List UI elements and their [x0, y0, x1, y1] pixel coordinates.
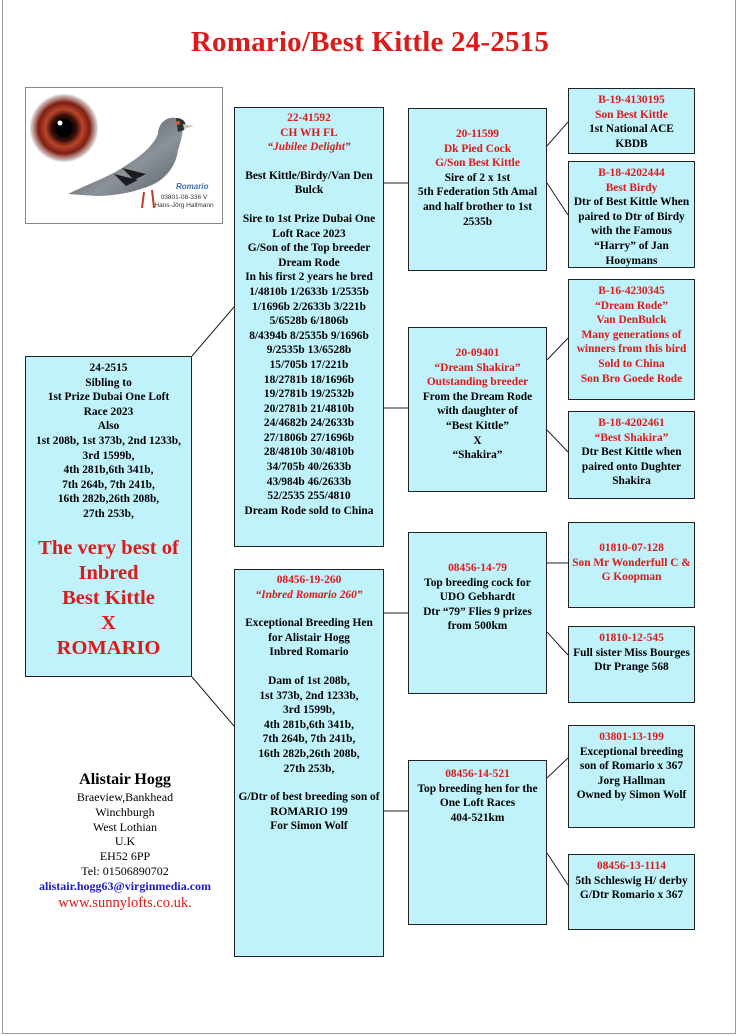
sire-name: “Jubilee Delight” [267, 141, 351, 154]
gen3-box-4 [568, 411, 695, 499]
gen2-line: Top breeding hen for the One Loft Races [417, 782, 538, 810]
gen2-name: “Dream Shakira” [434, 361, 521, 374]
gen3-box-1 [568, 88, 695, 154]
telephone: Tel: 01506890702 [81, 863, 169, 878]
pigeon-photo [25, 87, 223, 224]
gen2-color: Dk Pied Cock [443, 142, 512, 155]
subject-line: Also [97, 420, 120, 433]
gen2-line: Top breeding cock for UDO Gebhardt [424, 576, 531, 604]
dam-line: 7th 264b, 7th 241b, [262, 733, 356, 746]
gen3-box-8 [568, 854, 695, 930]
subject-line: 3rd 1599b, [82, 449, 135, 462]
address-line: U.K [114, 834, 136, 849]
sire-line: 20/2781b 21/4810b [263, 402, 355, 415]
gen2-line: Dtr “79” Flies 9 prizes from 500km [423, 605, 532, 633]
gen3-box-7 [568, 725, 695, 828]
dam-line: 4th 281b,6th 341b, [264, 718, 354, 731]
sire-line: 43/984b 46/2633b [266, 475, 352, 488]
dam-line: 27th 253b, [283, 762, 335, 775]
gen3-ring: B-19-4130195 [598, 94, 665, 106]
subject-line: Race 2023 [83, 405, 134, 418]
dam-box [234, 569, 384, 957]
sire-line: 1/4810b 1/2633b 1/2535b [249, 285, 369, 298]
sire-color: CH WH FL [280, 126, 338, 139]
dam-line: For Simon Wolf [270, 820, 348, 833]
dam-name: “Inbred Romario 260” [255, 588, 363, 601]
subject-line: 16th 282b,26th 208b, [57, 493, 160, 506]
gen3-ring: 01810-12-545 [599, 632, 664, 644]
address-line: West Lothian [92, 819, 158, 834]
gen3-line: Dtr of Best Kittle When paired to Dtr of Birdy with the Famous “Harry” of Jan Hooymans [573, 196, 690, 267]
email-link[interactable]: alistair.hogg63@virginmedia.com [38, 878, 212, 893]
gen3-red-line: Van DenBulck [596, 314, 667, 327]
gen2-line: Sire of 2 x 1st [444, 171, 511, 184]
gen2-ring: 08456-14-79 [448, 562, 507, 574]
gen2-ring: 08456-14-521 [445, 768, 510, 780]
gen3-box-2 [568, 161, 695, 268]
gen2-desc: Outstanding breeder [426, 376, 529, 389]
breeder-name: Alistair Hogg [79, 771, 171, 788]
sire-line: 52/2535 255/4810 [267, 490, 351, 503]
gen3-ring: B-18-4202444 [598, 167, 665, 179]
sire-ring: 22-41592 [287, 112, 331, 124]
dam-line: G/Dtr of best breeding son of ROMARIO 199 [238, 791, 380, 818]
gen2-ring: 20-11599 [455, 128, 500, 140]
sire-line: 27/1806b 27/1696b [263, 431, 355, 444]
gen2-box-dam-dam [408, 760, 547, 925]
gen3-ring: 01810-07-128 [599, 542, 664, 554]
address-line: Winchburgh [95, 804, 155, 819]
gen2-line: “Shakira” [452, 449, 503, 462]
dam-line: 3rd 1599b, [283, 704, 335, 717]
address-line: EH52 6PP [99, 849, 151, 864]
sire-line: 1/1696b 2/2633b 3/221b [252, 300, 366, 313]
subject-line: 1st 208b, 1st 373b, 2nd 1233b, [36, 434, 181, 447]
gen3-red-line: Sold to China [598, 357, 665, 370]
gen3-line: 1st National ACE KBDB [589, 123, 674, 150]
dam-line: 1st 373b, 2nd 1233b, [259, 689, 359, 702]
photo-caption-breeder: Hans-Jörg Hallmann [154, 202, 214, 209]
sire-line: 24/4682b 24/2633b [263, 417, 355, 430]
photo-caption-name: Romario [176, 182, 209, 191]
sire-line: Best Kittle/Birdy/Van Den Bulck [245, 169, 373, 197]
gen3-red-line: Son Best Kittle [595, 108, 668, 121]
gen3-line: G/Dtr Romario x 367 [579, 889, 684, 902]
gen3-red-line: Son Mr Wonderfull C & G Koopman [572, 556, 691, 584]
sire-line: G/Son of the Top breeder Dream Rode [247, 242, 371, 269]
subject-line: 7th 264b, 7th 241b, [62, 478, 155, 491]
sire-line: 19/2781b 19/2532b [263, 388, 355, 401]
subject-headline: X [101, 611, 116, 634]
gen3-red-line: “Best Shakira” [594, 431, 669, 444]
sire-line: 34/705b 40/2633b [266, 461, 352, 474]
gen2-box-sire-dam [408, 327, 547, 492]
sire-line: 5/6528b 6/1806b [269, 315, 349, 328]
gen3-line: Owned by Simon Wolf [576, 789, 687, 802]
gen2-line: From the Dream Rode with daughter of [422, 390, 533, 418]
gen2-ring: 20-09401 [455, 347, 500, 359]
gen2-desc: G/Son Best Kittle [435, 157, 520, 170]
subject-line: 4th 281b,6th 341b, [63, 464, 154, 477]
address-line: Braeview,Bankhead [76, 790, 174, 804]
sire-line: Dream Rode sold to China [244, 504, 374, 517]
gen2-box-dam-sire [408, 532, 547, 694]
gen3-line: Exceptional breeding son of Romario x 367 [579, 745, 684, 773]
dam-line: 16th 282b,26th 208b, [258, 747, 360, 760]
gen3-ring: 08456-13-1114 [597, 860, 666, 872]
gen3-line: Full sister Miss Bourges [573, 646, 690, 659]
gen3-box-6 [568, 626, 695, 703]
gen3-line: Jorg Hallman [597, 774, 666, 787]
page-title: Romario/Best Kittle 24-2515 [190, 26, 550, 58]
website-link[interactable]: www.sunnylofts.co.uk. [58, 894, 192, 911]
sire-line: 28/4810b 30/4810b [263, 446, 355, 459]
dam-line: Inbred Romario [269, 646, 349, 659]
breeder-contact [25, 770, 225, 913]
sire-line: 18/2781b 18/1696b [263, 373, 355, 386]
gen3-ring: B-16-4230345 [598, 285, 665, 297]
gen3-red-line: “Dream Rode” [595, 299, 668, 312]
gen3-line: Dtr Prange 568 [594, 661, 669, 674]
gen3-box-3 [568, 279, 695, 400]
sire-box [234, 107, 384, 547]
gen2-box-sire-sire [408, 108, 547, 271]
dam-line: Exceptional Breeding Hen for Alistair Hogg [245, 617, 373, 644]
gen3-ring: 03801-13-199 [599, 731, 664, 743]
subject-headline: The very best of [38, 536, 179, 559]
subject-headline: ROMARIO [56, 636, 161, 659]
photo-caption-ring: 03801-08-336 V [160, 194, 208, 201]
gen2-line: X [473, 434, 482, 447]
gen2-line: 404-521km [450, 811, 505, 824]
gen3-box-5 [568, 522, 695, 608]
sire-line: 8/4394b 8/2535b 9/1696b [249, 329, 369, 342]
subject-headline: Best Kittle [62, 586, 155, 609]
subject-box [25, 356, 192, 677]
sire-line: Sire to 1st Prize Dubai One Loft Race 2023 [242, 212, 376, 240]
gen3-red-line: Son Bro Goede Rode [580, 372, 683, 385]
sire-line: 9/2535b 13/6528b [266, 344, 352, 357]
gen3-line: 5th Schleswig H/ derby [575, 874, 688, 887]
subject-line: 27th 253b, [83, 507, 134, 520]
gen2-line: 5th Federation 5th Amal and half brother to 1st 2535b [417, 186, 538, 228]
gen3-ring: B-18-4202461 [598, 417, 665, 429]
subject-line: 1st Prize Dubai One Loft [47, 391, 170, 404]
dam-ring: 08456-19-260 [276, 574, 342, 586]
gen3-red-line: Many generations of winners from this bird [576, 328, 687, 356]
subject-headline: Inbred [78, 561, 139, 584]
dam-line: Dam of 1st 208b, [268, 674, 350, 687]
gen3-red-line: Best Birdy [605, 181, 658, 194]
sire-line: 15/705b 17/221b [269, 358, 349, 371]
subject-line: Sibling to [85, 376, 132, 389]
gen3-line: Dtr Best Kittle when paired onto Dughter Shakira [581, 446, 682, 488]
sire-line: In his first 2 years he bred [245, 271, 373, 284]
subject-ring: 24-2515 [89, 362, 128, 374]
gen2-line: “Best Kittle” [446, 419, 509, 432]
